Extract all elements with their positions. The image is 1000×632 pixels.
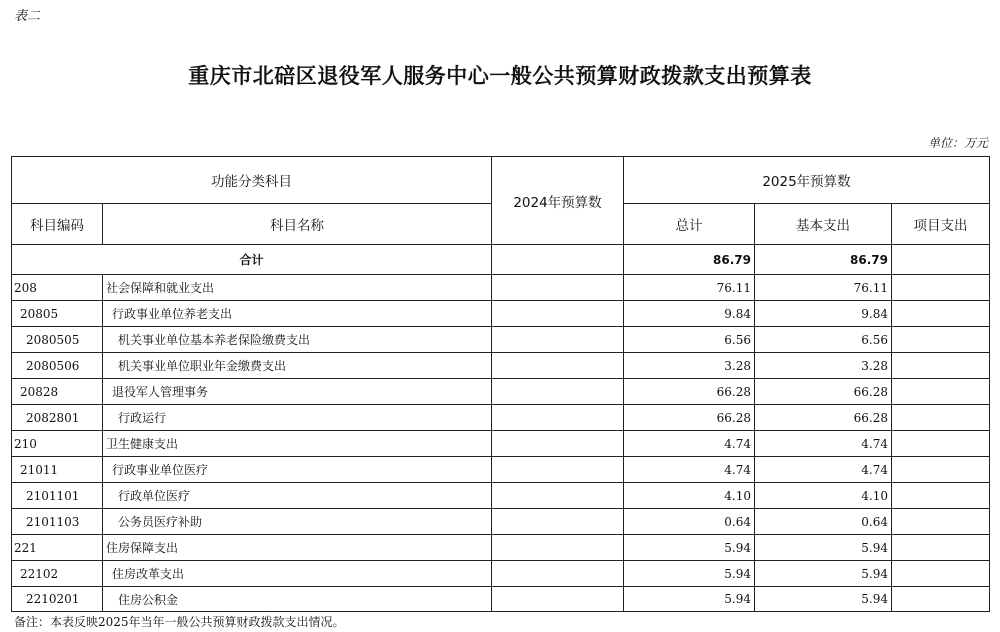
table-row: [12, 561, 990, 587]
row-project: [892, 509, 990, 535]
row-total: 6.56: [624, 327, 755, 353]
row-project: [892, 275, 990, 301]
row-project: [892, 561, 990, 587]
row-project: [892, 587, 990, 612]
table-row: [12, 535, 990, 561]
row-code: 210: [12, 431, 103, 457]
row-name: 行政单位医疗: [103, 483, 492, 509]
row-total: 76.11: [624, 275, 755, 301]
total-label: 合计: [12, 245, 492, 275]
row-code: 22102: [12, 561, 103, 587]
table-row: [12, 275, 990, 301]
row-budget-2024: [492, 405, 624, 431]
row-name: 卫生健康支出: [103, 431, 492, 457]
row-budget-2024: [492, 457, 624, 483]
row-code: 2080505: [12, 327, 103, 353]
row-code: 21011: [12, 457, 103, 483]
header-total: 总计: [624, 204, 755, 245]
total-project: [892, 245, 990, 275]
row-project: [892, 535, 990, 561]
table-row: [12, 509, 990, 535]
table-row: [12, 483, 990, 509]
table-row: [12, 327, 990, 353]
row-name: 行政运行: [103, 405, 492, 431]
row-name: 行政事业单位医疗: [103, 457, 492, 483]
table-row: [12, 379, 990, 405]
row-total: 5.94: [624, 587, 755, 612]
row-budget-2024: [492, 561, 624, 587]
row-total: 66.28: [624, 405, 755, 431]
row-code: 2080506: [12, 353, 103, 379]
row-total: 4.74: [624, 431, 755, 457]
row-name: 社会保障和就业支出: [103, 275, 492, 301]
total-basic: 86.79: [755, 245, 892, 275]
row-name: 机关事业单位基本养老保险缴费支出: [103, 327, 492, 353]
row-budget-2024: [492, 509, 624, 535]
row-project: [892, 483, 990, 509]
row-basic: 0.64: [755, 509, 892, 535]
table-row: [12, 457, 990, 483]
row-budget-2024: [492, 431, 624, 457]
header-basic: 基本支出: [755, 204, 892, 245]
row-basic: 4.10: [755, 483, 892, 509]
row-basic: 4.74: [755, 457, 892, 483]
row-code: 20828: [12, 379, 103, 405]
row-basic: 9.84: [755, 301, 892, 327]
row-code: 20805: [12, 301, 103, 327]
row-name: 住房改革支出: [103, 561, 492, 587]
row-name: 住房保障支出: [103, 535, 492, 561]
row-basic: 6.56: [755, 327, 892, 353]
row-total: 4.74: [624, 457, 755, 483]
row-budget-2024: [492, 327, 624, 353]
row-total: 9.84: [624, 301, 755, 327]
row-project: [892, 379, 990, 405]
row-project: [892, 431, 990, 457]
row-project: [892, 405, 990, 431]
footnote: 备注：本表反映2025年当年一般公共预算财政拨款支出情况。: [14, 615, 345, 629]
row-total: 0.64: [624, 509, 755, 535]
header-budget-2024: 2024年预算数: [492, 157, 624, 245]
row-project: [892, 353, 990, 379]
page-title: 重庆市北碚区退役军人服务中心一般公共预算财政拨款支出预算表: [188, 63, 812, 88]
row-name: 行政事业单位养老支出: [103, 301, 492, 327]
table-row: [12, 405, 990, 431]
table-label: 表二: [14, 9, 41, 24]
row-code: 2210201: [12, 587, 103, 612]
row-code: 2101103: [12, 509, 103, 535]
header-budget-2025: 2025年预算数: [624, 157, 990, 204]
header-name: 科目名称: [103, 204, 492, 245]
header-project: 项目支出: [892, 204, 990, 245]
row-project: [892, 301, 990, 327]
row-basic: 66.28: [755, 379, 892, 405]
total-total: 86.79: [624, 245, 755, 275]
row-budget-2024: [492, 535, 624, 561]
row-budget-2024: [492, 379, 624, 405]
row-project: [892, 457, 990, 483]
row-total: 4.10: [624, 483, 755, 509]
row-basic: 5.94: [755, 561, 892, 587]
row-basic: 66.28: [755, 405, 892, 431]
row-total: 3.28: [624, 353, 755, 379]
total-budget-2024: [492, 245, 624, 275]
row-code: 2101101: [12, 483, 103, 509]
row-name: 机关事业单位职业年金缴费支出: [103, 353, 492, 379]
total-row: [12, 245, 990, 275]
row-code: 208: [12, 275, 103, 301]
row-basic: 4.74: [755, 431, 892, 457]
unit-label: 单位：万元: [927, 136, 988, 150]
table-row: [12, 431, 990, 457]
row-code: 221: [12, 535, 103, 561]
header-code: 科目编码: [12, 204, 103, 245]
row-basic: 5.94: [755, 535, 892, 561]
row-code: 2082801: [12, 405, 103, 431]
row-budget-2024: [492, 483, 624, 509]
row-budget-2024: [492, 301, 624, 327]
row-project: [892, 327, 990, 353]
row-basic: 3.28: [755, 353, 892, 379]
row-name: 公务员医疗补助: [103, 509, 492, 535]
row-name: 住房公积金: [103, 587, 492, 612]
row-basic: 76.11: [755, 275, 892, 301]
table-row: [12, 353, 990, 379]
row-total: 5.94: [624, 561, 755, 587]
row-total: 66.28: [624, 379, 755, 405]
header-function-category: 功能分类科目: [12, 157, 492, 204]
row-budget-2024: [492, 587, 624, 612]
row-basic: 5.94: [755, 587, 892, 612]
row-budget-2024: [492, 353, 624, 379]
table-row: [12, 587, 990, 612]
row-total: 5.94: [624, 535, 755, 561]
table-row: [12, 301, 990, 327]
row-name: 退役军人管理事务: [103, 379, 492, 405]
row-budget-2024: [492, 275, 624, 301]
budget-table: [11, 156, 990, 612]
